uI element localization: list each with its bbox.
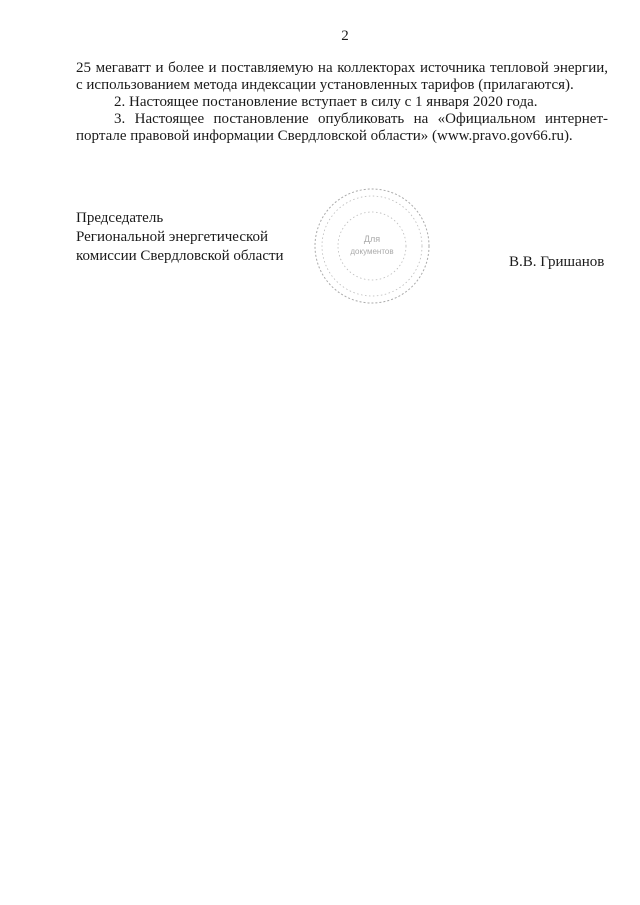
paragraph-continuation: 25 мегаватт и более и поставляемую на коллекторах источника тепловой энергии, с использованием метода индексации установленных тарифов (прилагаются). — [76, 60, 608, 93]
document-body — [76, 60, 608, 145]
svg-text:документов: документов — [350, 247, 394, 256]
paragraph-2: 2. Настоящее постановление вступает в силу с 1 января 2020 года. — [114, 94, 538, 110]
paragraph-3: 3. Настоящее постановление опубликовать на «Официальном интернет-портале правовой информации Свердловской области» (www.pravo.gov66.ru). — [76, 111, 608, 144]
signatory-name: В.В. Гришанов — [509, 254, 605, 270]
svg-text:Для: Для — [363, 234, 381, 244]
signatory-line: комиссии Свердловской области — [76, 248, 284, 264]
signatory-title — [76, 209, 284, 266]
page-number: 2 — [341, 28, 349, 44]
official-stamp — [312, 186, 432, 306]
signatory-line: Председатель — [76, 210, 164, 226]
signatory-line: Региональной энергетической — [76, 229, 269, 245]
